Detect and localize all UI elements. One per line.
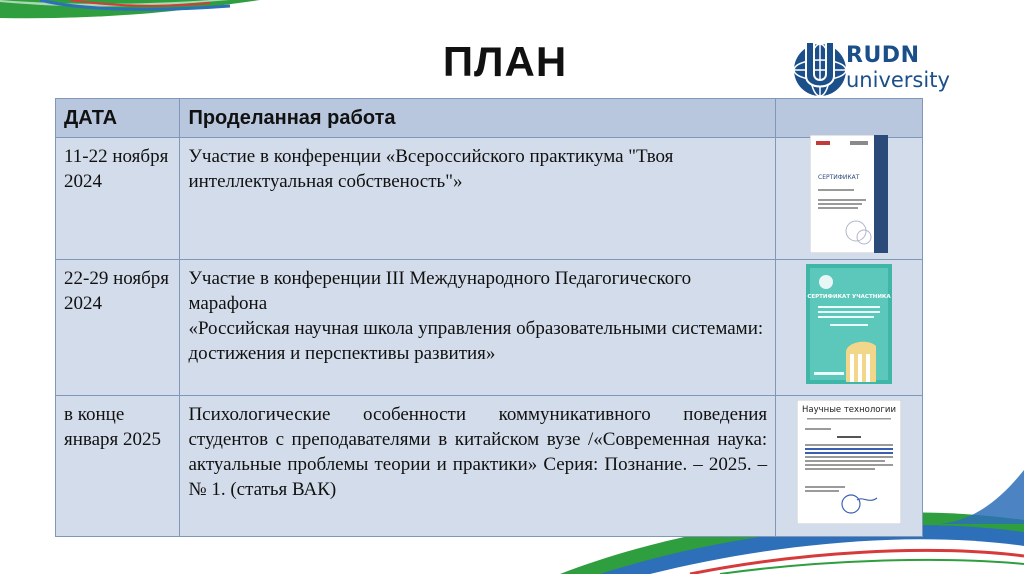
thumbnail-label: Научные технологии (802, 405, 897, 415)
rudn-wordmark (846, 44, 950, 92)
work-text: «Российская научная школа управления образовательными системами: достижения и перспективы развития» (188, 318, 764, 364)
journal-reference-icon (797, 400, 901, 524)
work-cell (180, 396, 776, 537)
work-cell (180, 138, 776, 260)
date-cell: в конце января 2025 (56, 396, 180, 537)
thumbnail-cell (776, 260, 923, 396)
column-header-date: ДАТА (56, 99, 180, 138)
work-cell (180, 260, 776, 396)
certificate-document-icon (810, 135, 888, 253)
logo-line2: university (846, 68, 950, 92)
thumbnail-label: СЕРТИФИКАТ (818, 174, 860, 181)
page-title: ПЛАН (442, 38, 568, 85)
work-text: Психологические особенности коммуникативного поведения студентов с преподавателями в китайском вузе /«Современная наука: актуальные проблемы теории и практики» Серия: Познание. – 2025. – № 1. (статья ВАК) (188, 404, 768, 500)
date-cell: 22-29 ноября 2024 (56, 260, 180, 396)
table-row (56, 260, 923, 396)
work-text: Участие в конференции III Международного Педагогического марафона (188, 268, 692, 314)
date-cell: 11-22 ноября 2024 (56, 138, 180, 260)
thumbnail-cell (776, 138, 923, 260)
column-header-work: Проделанная работа (180, 99, 776, 138)
table-header-row (56, 99, 923, 138)
table-row (56, 396, 923, 537)
work-text: Участие в конференции «Всероссийского практикума "Твоя интеллектуальная собственость"» (188, 146, 674, 192)
table-row (56, 138, 923, 260)
logo-line1: RUDN (846, 43, 920, 68)
participant-certificate-icon (806, 264, 892, 384)
plan-table (55, 98, 923, 537)
thumbnail-cell (776, 396, 923, 537)
thumbnail-label: СЕРТИФИКАТ УЧАСТНИКА (807, 294, 891, 300)
column-header-thumbnail (776, 99, 923, 138)
